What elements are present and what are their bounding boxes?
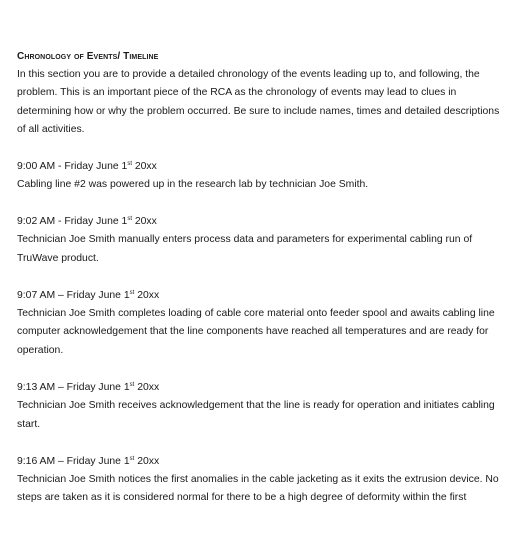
entry-ordinal: st <box>127 215 132 222</box>
entry-timestamp <box>17 213 507 231</box>
entry-timestamp <box>17 158 507 176</box>
entry-ordinal: st <box>129 381 135 388</box>
entry-time-prefix: 9:13 AM – Friday June 1 <box>17 381 130 393</box>
timeline-entry <box>17 213 507 268</box>
entry-time-suffix: 20xx <box>131 215 157 227</box>
entry-description: Technician Joe Smith manually enters process data and parameters for experimental cabling run of TruWave product. <box>17 234 473 264</box>
section-heading: Chronology of Events/ Timeline <box>17 51 159 62</box>
document-body <box>17 48 507 508</box>
entry-timestamp <box>17 379 507 397</box>
entry-ordinal: st <box>129 289 135 296</box>
entry-description: Technician Joe Smith receives acknowledgement that the line is ready for operation and initiates cabling start. <box>17 400 495 430</box>
entry-ordinal: st <box>127 160 132 167</box>
entry-time-prefix: 9:07 AM – Friday June 1 <box>17 289 130 301</box>
entry-time-suffix: 20xx <box>134 289 160 301</box>
entry-description: Cabling line #2 was powered up in the research lab by technician Joe Smith. <box>17 179 369 191</box>
entry-time-suffix: 20xx <box>134 455 160 467</box>
timeline-entry <box>17 158 507 195</box>
timeline-entry <box>17 453 507 508</box>
entry-time-prefix: 9:02 AM - Friday June 1 <box>17 215 128 227</box>
entry-time-prefix: 9:16 AM – Friday June 1 <box>17 455 130 467</box>
intro-paragraph: In this section you are to provide a detailed chronology of the events leading up to, and following, the problem. This is an important piece of the RCA as the chronology of events may lead to clues in determining how or why the problem occurred. Be sure to include names, times and detailed descriptions of all activities. <box>17 69 500 136</box>
entry-time-prefix: 9:00 AM - Friday June 1 <box>17 160 128 172</box>
entry-timestamp <box>17 287 507 305</box>
timeline-entry <box>17 379 507 434</box>
entry-timestamp <box>17 453 507 471</box>
entry-description: Technician Joe Smith completes loading of cable core material onto feeder spool and awaits cabling line computer acknowledgement that the line components have reached all temperatures and are ready for operation. <box>17 308 495 356</box>
timeline-entries <box>17 158 507 508</box>
timeline-entry <box>17 287 507 361</box>
entry-description: Technician Joe Smith notices the first anomalies in the cable jacketing as it exits the extrusion device. No steps are taken as it is considered normal for there to be a high degree of deformity within the first <box>17 473 499 504</box>
entry-time-suffix: 20xx <box>134 381 160 393</box>
entry-ordinal: st <box>129 455 135 462</box>
entry-time-suffix: 20xx <box>131 160 157 172</box>
